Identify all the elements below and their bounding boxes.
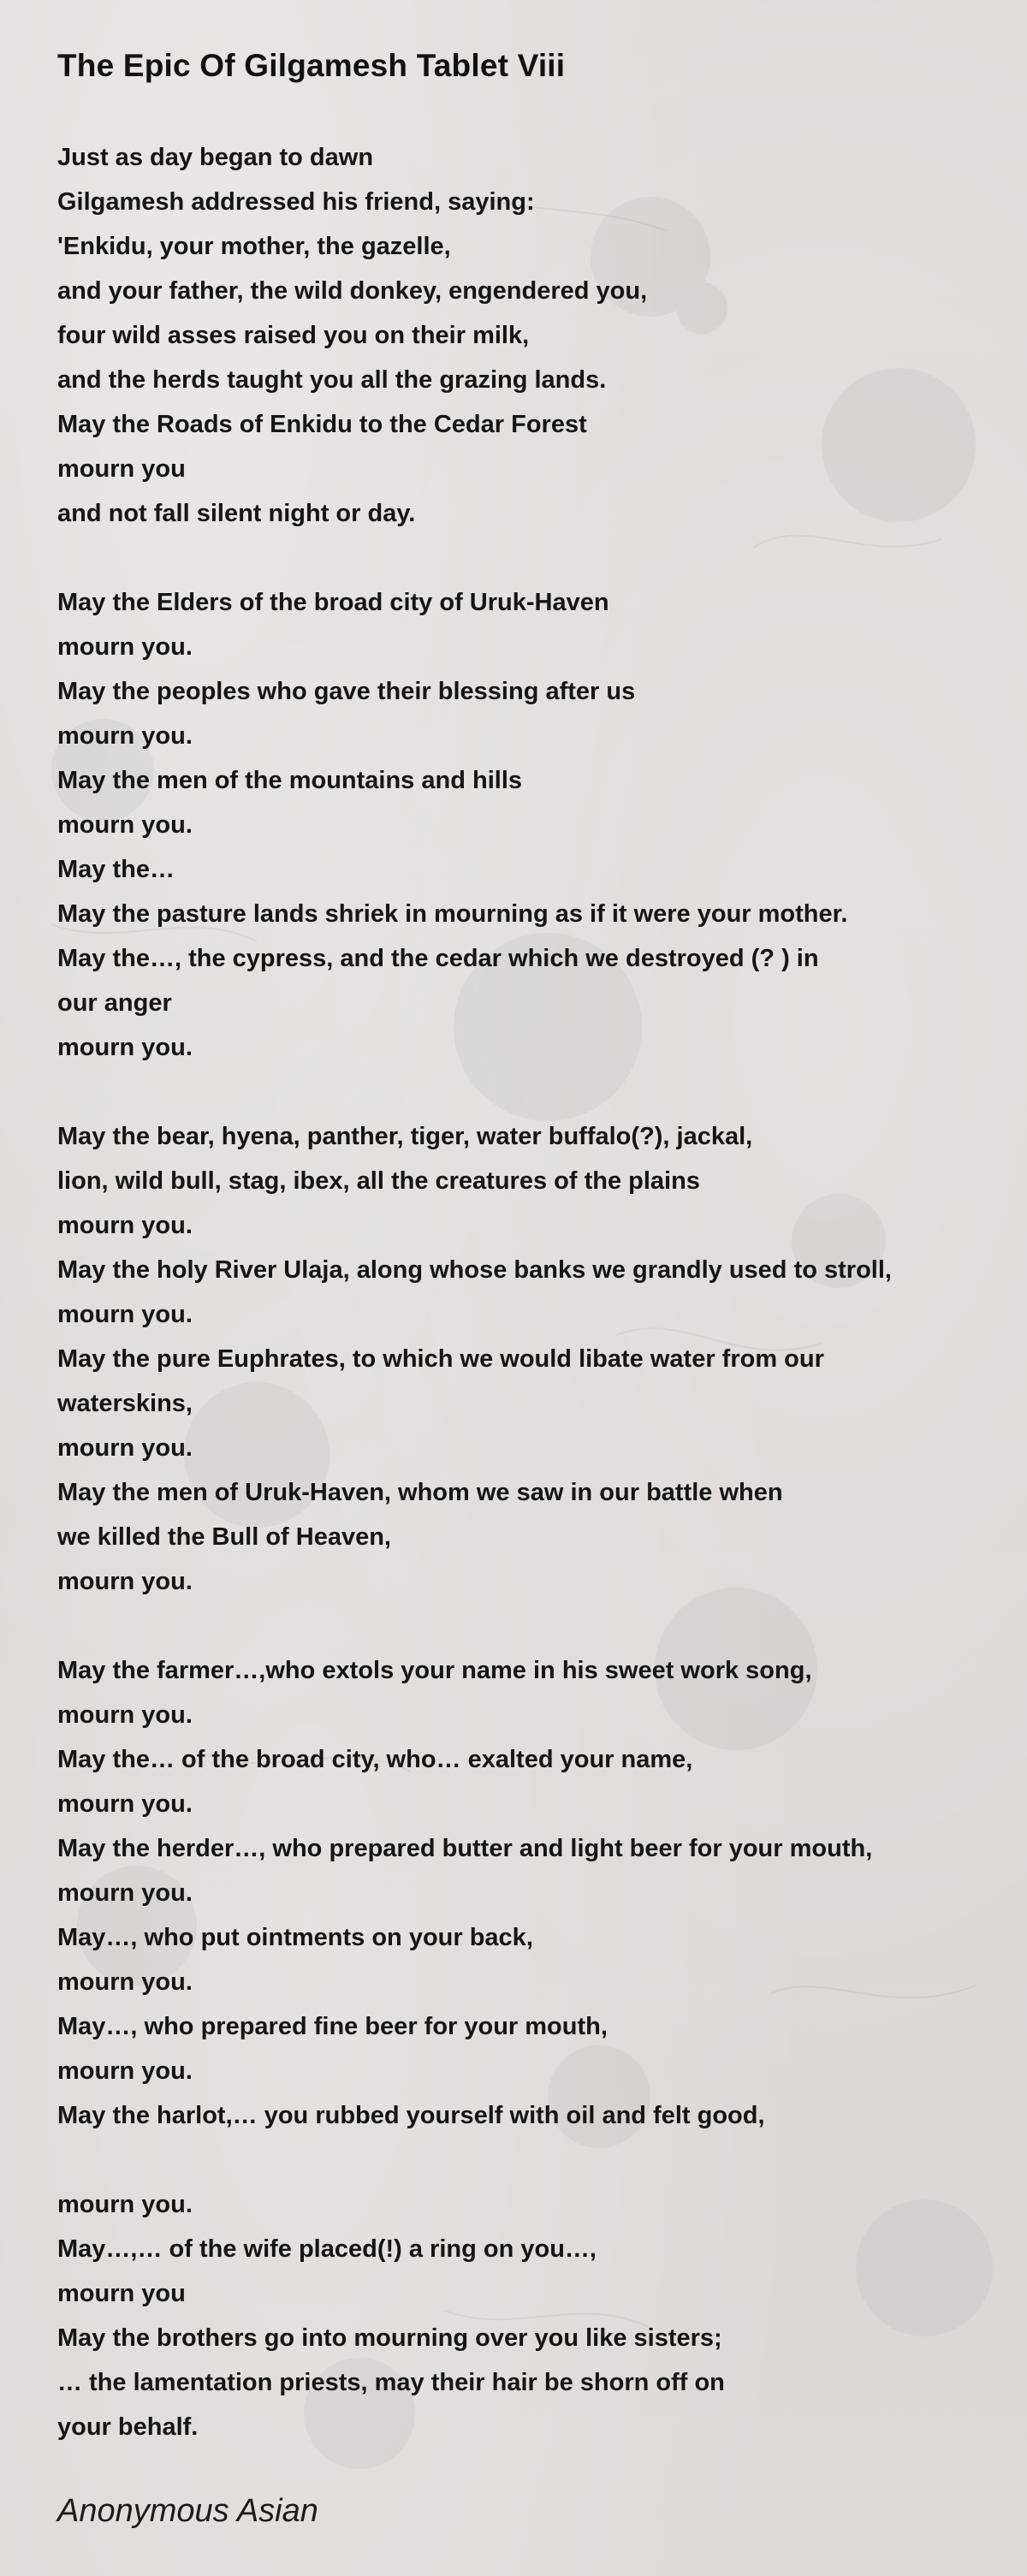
poem-line: May the pure Euphrates, to which we would libate water from our bbox=[57, 1345, 824, 1373]
poem-line: May the holy River Ulaja, along whose banks we grandly used to stroll, bbox=[57, 1256, 892, 1284]
stanza-break bbox=[57, 536, 1007, 580]
poem-line: mourn you. bbox=[57, 1212, 193, 1239]
poem-line: and the herds taught you all the grazing lands. bbox=[57, 366, 607, 394]
poem-line: May the Elders of the broad city of Uruk-Haven bbox=[57, 589, 609, 616]
poem-author: Anonymous Asian bbox=[57, 2493, 318, 2529]
poem-line: mourn you. bbox=[57, 1301, 193, 1328]
poem-line: mourn you. bbox=[57, 633, 193, 661]
poem-line: and your father, the wild donkey, engendered you, bbox=[57, 277, 648, 305]
poem-line: … the lamentation priests, may their hair be shorn off on bbox=[57, 2369, 725, 2396]
poem-line: May the brothers go into mourning over you like sisters; bbox=[57, 2324, 722, 2352]
poem-line: mourn you. bbox=[57, 1879, 193, 1907]
poem-line: May the… of the broad city, who… exalted your name, bbox=[57, 1746, 693, 1773]
poem-line: 'Enkidu, your mother, the gazelle, bbox=[57, 233, 451, 260]
poem-line: mourn you. bbox=[57, 1568, 193, 1595]
poem-content bbox=[57, 47, 1007, 2449]
poem-line: waterskins, bbox=[57, 1390, 193, 1417]
poem-line: May…,… of the wife placed(!) a ring on you…, bbox=[57, 2235, 597, 2263]
poem-line: May…, who put ointments on your back, bbox=[57, 1924, 533, 1951]
poem-line: May the harlot,… you rubbed yourself with oil and felt good, bbox=[57, 2102, 765, 2129]
poem-line: lion, wild bull, stag, ibex, all the creatures of the plains bbox=[57, 1167, 700, 1195]
poem-line: mourn you. bbox=[57, 1701, 193, 1729]
poem-line: mourn you. bbox=[57, 811, 193, 839]
poem-line: mourn you. bbox=[57, 1434, 193, 1462]
poem-body bbox=[57, 135, 1007, 2449]
poem-line: mourn you. bbox=[57, 722, 193, 750]
poem-line: May the men of Uruk-Haven, whom we saw in our battle when bbox=[57, 1479, 783, 1506]
poem-line: mourn you bbox=[57, 455, 186, 483]
stanza-break bbox=[57, 2138, 1007, 2182]
poem-line: mourn you. bbox=[57, 1968, 193, 1996]
poem-title: The Epic Of Gilgamesh Tablet Viii bbox=[57, 48, 566, 83]
poem-line: Just as day began to dawn bbox=[57, 144, 374, 171]
poem-line: May the Roads of Enkidu to the Cedar Forest bbox=[57, 411, 587, 438]
poem-line: mourn you bbox=[57, 2280, 186, 2307]
poem-line: mourn you. bbox=[57, 2057, 193, 2085]
poem-line: Gilgamesh addressed his friend, saying: bbox=[57, 188, 535, 216]
poem-line: mourn you. bbox=[57, 1790, 193, 1818]
poem-line: May the peoples who gave their blessing after us bbox=[57, 678, 636, 705]
poem-line: our anger bbox=[57, 989, 172, 1017]
stanza-break bbox=[57, 1604, 1007, 1648]
poem-line: mourn you. bbox=[57, 1034, 193, 1061]
poem-line: your behalf. bbox=[57, 2413, 199, 2441]
poem-line: May the pasture lands shriek in mourning as if it were your mother. bbox=[57, 900, 848, 928]
poem-line: May the… bbox=[57, 856, 175, 883]
poem-line: we killed the Bull of Heaven, bbox=[57, 1523, 391, 1551]
poem-line: May the…, the cypress, and the cedar which we destroyed (? ) in bbox=[57, 945, 819, 972]
poem-line: mourn you. bbox=[57, 2191, 193, 2218]
poem-line: May the herder…, who prepared butter and light beer for your mouth, bbox=[57, 1835, 873, 1862]
stanza-break bbox=[57, 1070, 1007, 1114]
poem-line: and not fall silent night or day. bbox=[57, 500, 416, 527]
poem-line: May…, who prepared fine beer for your mouth, bbox=[57, 2013, 608, 2040]
poem-line: four wild asses raised you on their milk, bbox=[57, 322, 530, 349]
poem-line: May the farmer…,who extols your name in his sweet work song, bbox=[57, 1657, 812, 1684]
poem-line: May the bear, hyena, panther, tiger, water buffalo(?), jackal, bbox=[57, 1123, 753, 1150]
poem-line: May the men of the mountains and hills bbox=[57, 767, 522, 794]
